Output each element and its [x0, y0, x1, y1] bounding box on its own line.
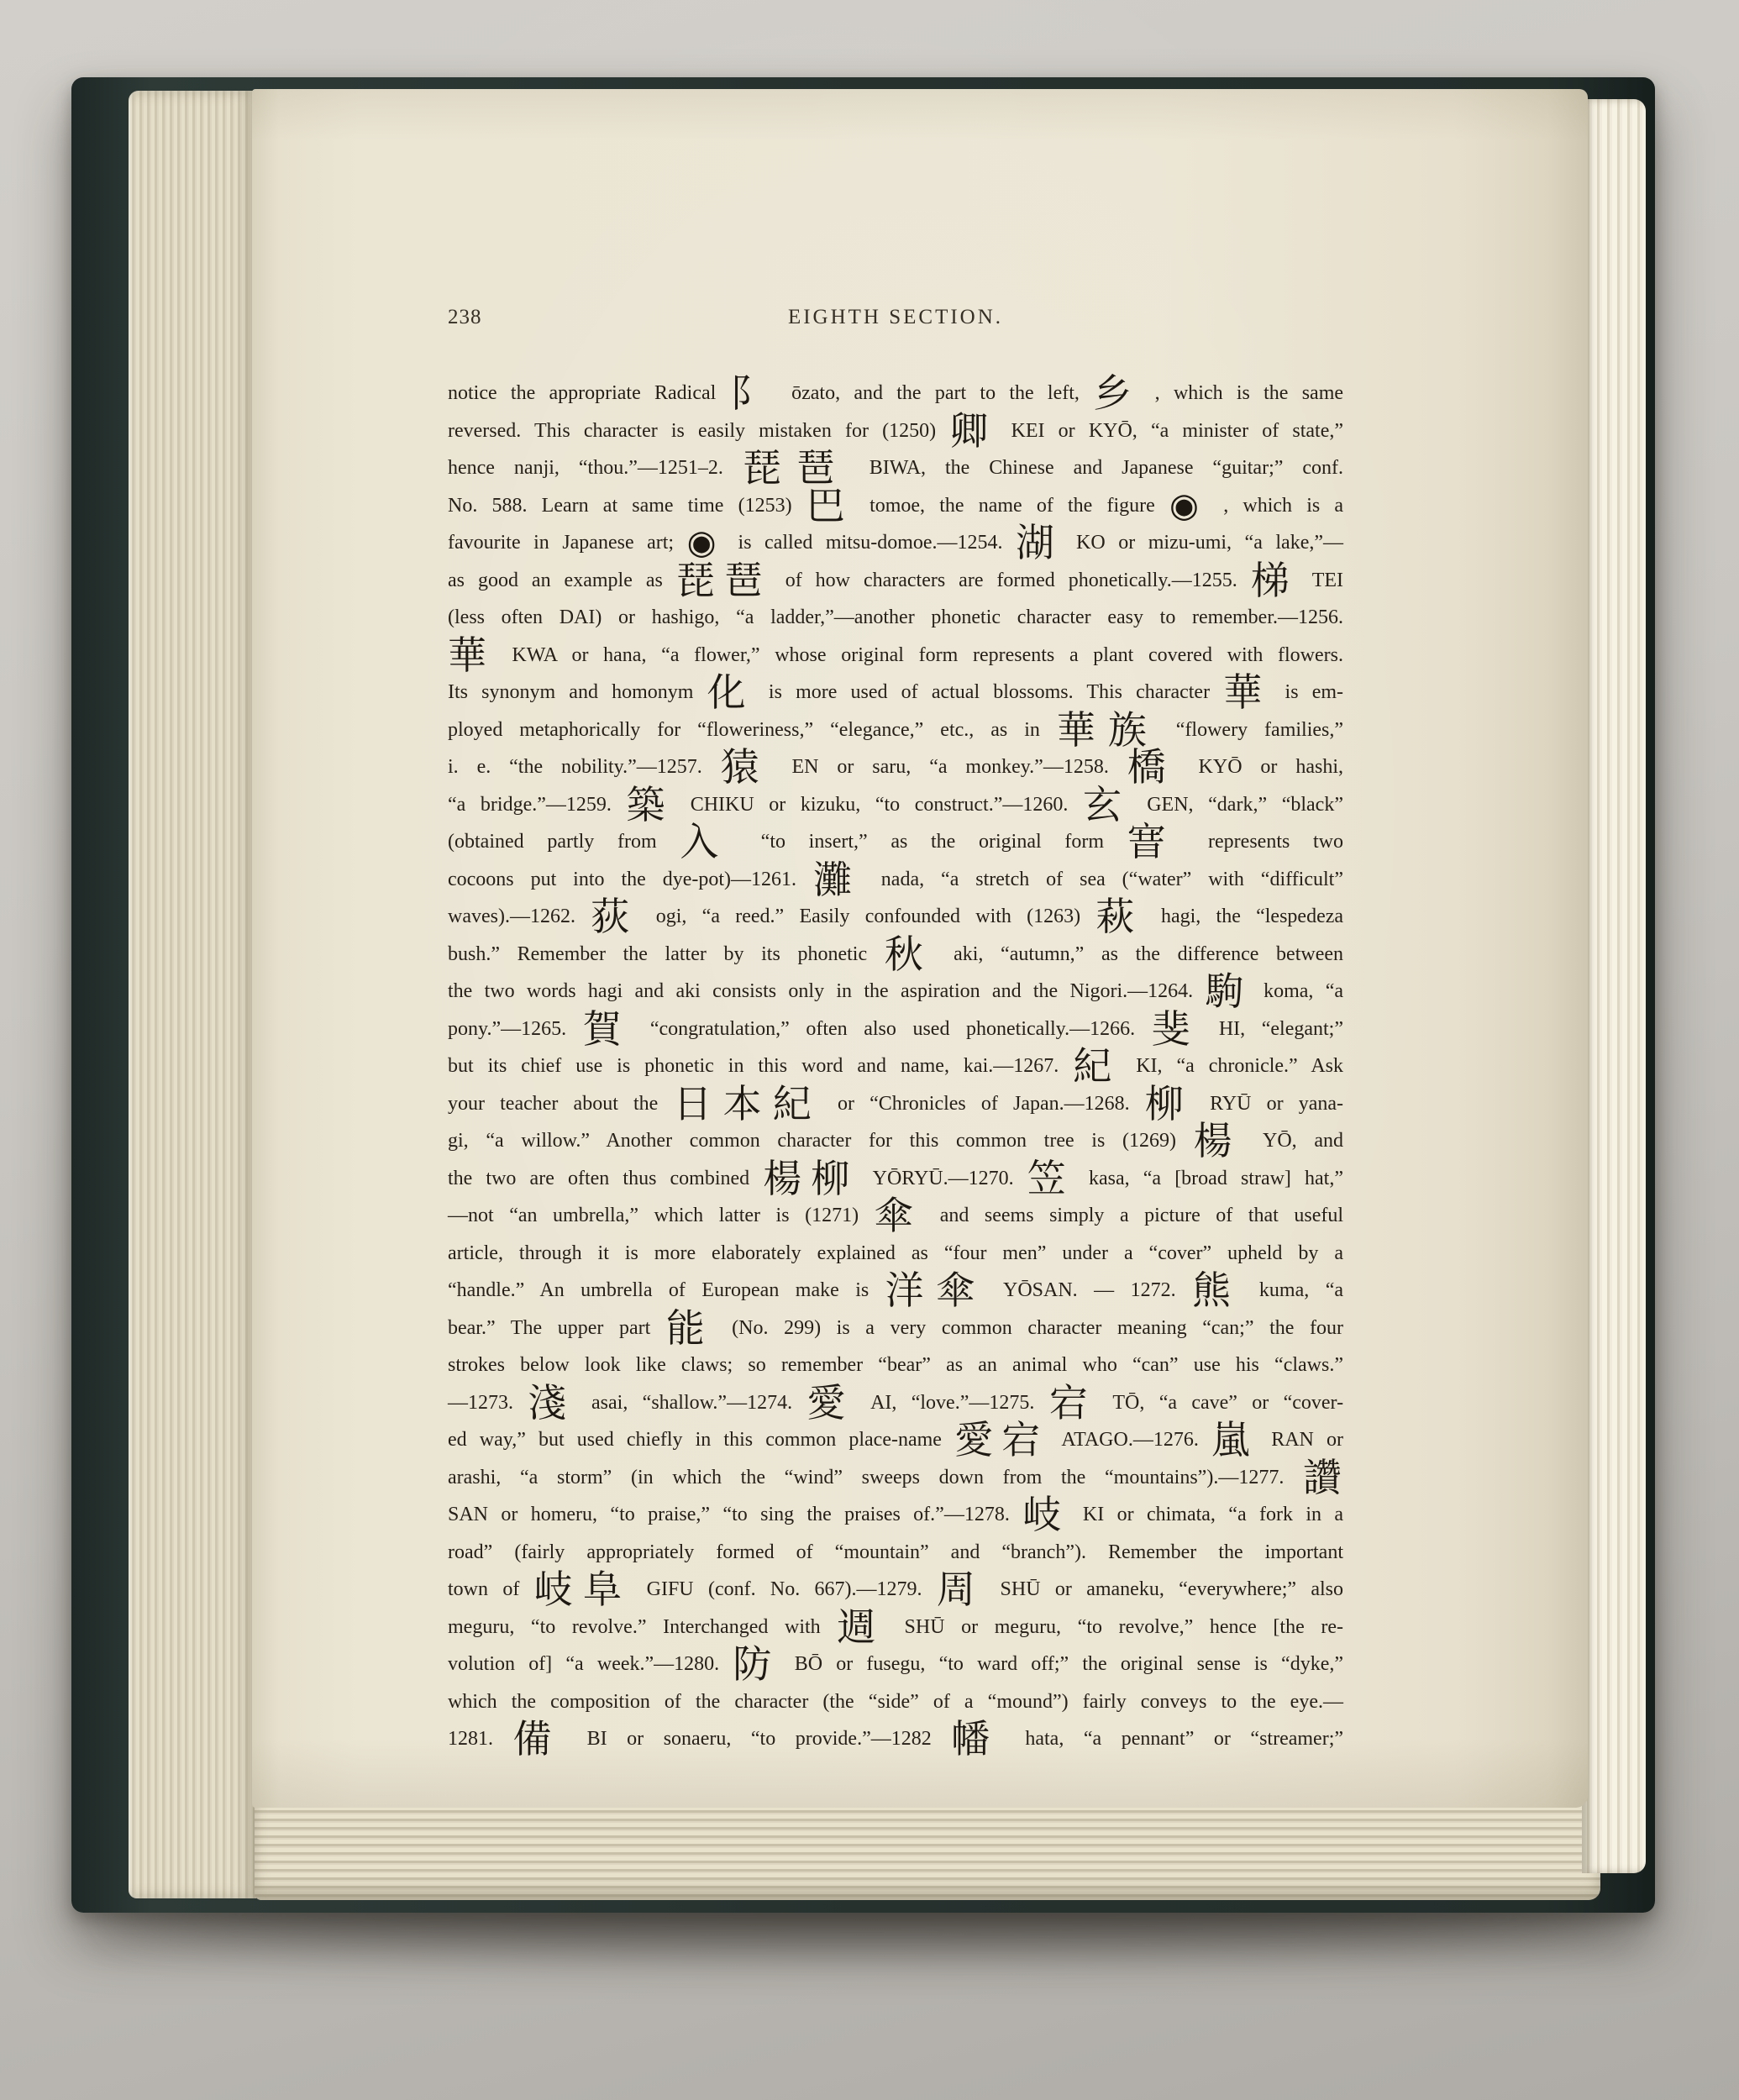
body-line: hence nanji, “thou.”—1251–2. 琵琶 BIWA, the Chinese and Japanese “guitar;” conf. [448, 447, 1343, 490]
body-line: meguru, “to revolve.” Interchanged with 週 SHŪ or meguru, “to revolve,” hence [the re- [448, 1605, 1343, 1649]
kanji-glyph: 岐阜 [533, 1568, 633, 1611]
kanji-glyph: 讚 [1303, 1456, 1343, 1499]
kanji-glyph: 荻 [591, 895, 641, 938]
kanji-glyph: 賀 [582, 1007, 634, 1051]
kanji-glyph: 華 [448, 633, 497, 677]
body-line: as good an example as 琵琶 of how characters are formed phonetically.—1255. 梯 TEI [448, 559, 1343, 602]
body-line: (less often DAI) or hashigo, “a ladder,”—another phonetic character easy to remember.—1256. [448, 606, 1343, 628]
kanji-glyph: 化 [707, 671, 755, 714]
kanji-glyph: 秋 [884, 932, 937, 976]
body-text [448, 372, 1344, 1761]
body-line: ed way,” but used chiefly in this common place-name 愛宕 ATAGO.—1276. 嵐 RAN or [448, 1419, 1344, 1462]
kanji-glyph: 能 [665, 1306, 717, 1350]
kanji-glyph: 湖 [1016, 522, 1064, 564]
body-line: cocoons put into the dye-pot)—1261. 灘 nada, “a stretch of sea (“water” with “difficult” [448, 858, 1343, 901]
kanji-glyph: 琵琶 [742, 447, 850, 490]
kanji-glyph: 築 [626, 783, 676, 827]
kanji-glyph: 周 [936, 1568, 986, 1611]
kanji-glyph: 華 [1223, 671, 1272, 714]
body-line: favourite in Japanese art; ◉ is called mitsu-domoe.—1254. 湖 KO or mizu-umi, “a lake,”— [448, 522, 1344, 564]
kanji-glyph: 柳 [1144, 1082, 1195, 1126]
tomoe-figure-icon: ◉ [1169, 486, 1210, 524]
kanji-glyph: 愛宕 [954, 1419, 1049, 1462]
tomoe-figure-icon: ◉ [686, 523, 726, 561]
kanji-glyph: 橋 [1127, 746, 1180, 789]
body-line: gi, “a willow.” Another common character for this common tree is (1269) 楊 YŌ, and [448, 1120, 1344, 1163]
body-line: road” (fairly appropriately formed of “mountain” and “branch”). Remember the important [448, 1541, 1343, 1563]
body-line: “handle.” An umbrella of European make is 洋傘 YŌSAN. — 1272. 熊 kuma, “a [448, 1269, 1344, 1312]
body-line: strokes below look like claws; so remember “bear” as an animal who “can” use his “claws.” [448, 1354, 1343, 1376]
body-line: pony.”—1265. 賀 “congratulation,” often also used phonetically.—1266. 斐 HI, “elegant;” [448, 1007, 1343, 1051]
body-line: waves).—1262. 荻 ogi, “a reed.” Easily confounded with (1263) 萩 hagi, the “lespedeza [448, 895, 1344, 938]
page-edges-left [129, 91, 256, 1898]
body-line: reversed. This character is easily mistaken for (1250) 卿 KEI or KYŌ, “a minister of state,” [448, 409, 1343, 453]
body-line: i. e. “the nobility.”—1257. 猿 EN or saru, “a monkey.”—1258. 橋 KYŌ or hashi, [448, 746, 1343, 789]
kanji-glyph: 宕 [1048, 1381, 1099, 1425]
kanji-glyph: 紀 [1073, 1045, 1122, 1088]
body-line: (obtained partly from 入 “to insert,” as the original form 㝜 represents two [448, 821, 1344, 864]
kanji-glyph: 岐 [1022, 1494, 1070, 1536]
kanji-glyph: 愛 [806, 1381, 856, 1425]
kanji-glyph: 乡 [1093, 372, 1142, 415]
kanji-glyph: 笠 [1027, 1157, 1075, 1200]
kanji-glyph: 楊 [1193, 1120, 1246, 1163]
body-line: but its chief use is phonetic in this word and name, kai.—1267. 紀 KI, “a chronicle.” Ask [448, 1045, 1344, 1088]
running-header: EIGHTH SECTION. [787, 306, 1004, 328]
kanji-glyph: 灘 [812, 858, 864, 901]
kanji-glyph: 駒 [1205, 970, 1252, 1013]
body-line: 華 KWA or hana, “a flower,” whose original form represents a plant covered with flowers. [448, 633, 1344, 677]
kanji-glyph: 熊 [1192, 1269, 1243, 1312]
body-line: ployed metaphorically for “floweriness,” “elegance,” etc., as in 華族 “flowery families,” [448, 708, 1344, 752]
body-line: article, through it is more elaborately explained as “four men” under a “cover” upheld by a [448, 1242, 1343, 1264]
body-line: the two are often thus combined 楊柳 YŌRYŪ.—1270. 笠 kasa, “a [broad straw] hat,” [448, 1157, 1344, 1200]
kanji-glyph: 阝 [729, 372, 778, 415]
book-page [252, 89, 1588, 1808]
body-line: town of 岐阜 GIFU (conf. No. 667).—1279. 周 SHŪ or amaneku, “everywhere;” also [448, 1568, 1344, 1611]
body-line: volution of] “a week.”—1280. 防 BŌ or fusegu, “to ward off;” the original sense is “dyke,” [448, 1643, 1343, 1686]
kanji-glyph: 日本紀 [673, 1082, 822, 1126]
facing-page-edge [1582, 99, 1646, 1873]
body-line: your teacher about the 日本紀 or “Chronicles of Japan.—1268. 柳 RYŪ or yana- [448, 1082, 1344, 1126]
body-line: the two words hagi and aki consists only in the aspiration and the Nigori.—1264. 駒 koma, “a [448, 970, 1344, 1013]
kanji-glyph: 淺 [528, 1381, 577, 1425]
kanji-glyph: 斐 [1151, 1007, 1203, 1051]
body-line: —1273. 淺 asai, “shallow.”—1274. 愛 AI, “love.”—1275. 宕 TŌ, “a cave” or “cover- [448, 1381, 1344, 1425]
kanji-glyph: 萩 [1095, 895, 1146, 938]
kanji-glyph: 華族 [1056, 708, 1159, 752]
kanji-glyph: 卿 [949, 409, 998, 453]
page-number: 238 [448, 306, 482, 328]
kanji-glyph: 週 [837, 1605, 888, 1649]
open-book [71, 77, 1655, 1913]
kanji-glyph: 楊柳 [763, 1157, 859, 1200]
body-line: “a bridge.”—1259. 築 CHIKU or kizuku, “to construct.”—1260. 玄 GEN, “dark,” “black” [448, 783, 1343, 827]
kanji-glyph: 㝜 [1127, 821, 1185, 864]
kanji-glyph: 幡 [951, 1718, 1006, 1761]
kanji-glyph: 入 [680, 821, 738, 864]
body-line: which the composition of the character (the “side” of a “mound”) fairly conveys to the eye.— [448, 1690, 1343, 1713]
body-line: bear.” The upper part 能 (No. 299) is a very common character meaning “can;” the four [448, 1306, 1344, 1350]
body-line: Its synonym and homonym 化 is more used of actual blossoms. This character 華 is em- [448, 671, 1344, 714]
body-line: bush.” Remember the latter by its phonetic 秋 aki, “autumn,” as the difference between [448, 932, 1344, 976]
kanji-glyph: 玄 [1083, 783, 1132, 827]
kanji-glyph: 嵐 [1211, 1419, 1259, 1462]
body-line: SAN or homeru, “to praise,” “to sing the praises of.”—1278. 岐 KI or chimata, “a fork in a [448, 1494, 1344, 1536]
page-edges-bottom [255, 1798, 1600, 1900]
body-line: 1281. 備 BI or sonaeru, “to provide.”—1282 幡 hata, “a pennant” or “streamer;” [448, 1718, 1344, 1761]
kanji-glyph: 猿 [720, 746, 774, 789]
kanji-glyph: 傘 [874, 1194, 925, 1237]
kanji-glyph: 防 [733, 1643, 781, 1686]
body-line: No. 588. Learn at same time (1253) 巴 tomoe, the name of the figure ◉ , which is a [448, 484, 1344, 528]
kanji-glyph: 琵琶 [675, 559, 772, 602]
body-line: —not “an umbrella,” which latter is (1271) 傘 and seems simply a picture of that useful [448, 1194, 1344, 1237]
body-line: arashi, “a storm” (in which the “wind” sweeps down from the “mountains”).—1277. 讚 [448, 1456, 1343, 1499]
kanji-glyph: 備 [512, 1718, 568, 1761]
kanji-glyph: 巴 [806, 484, 855, 528]
kanji-glyph: 梯 [1250, 559, 1299, 602]
body-line: notice the appropriate Radical 阝 ōzato, and the part to the left, 乡 , which is the same [448, 372, 1344, 415]
kanji-glyph: 洋傘 [885, 1269, 987, 1312]
